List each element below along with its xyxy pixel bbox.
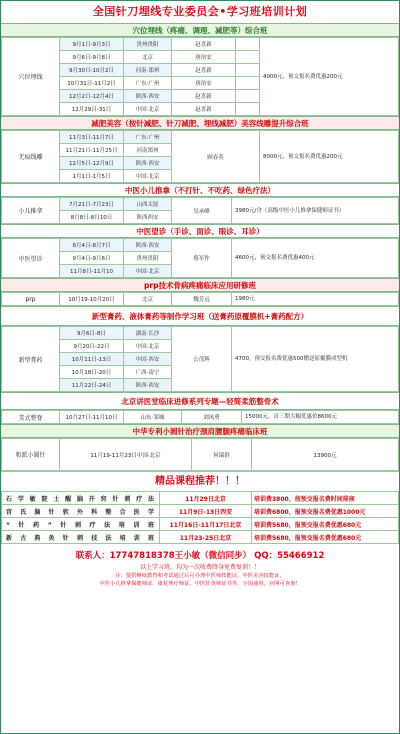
course-teacher: 魏芳远 (172, 293, 232, 306)
course-date: 1月1日-1月5日 (60, 170, 124, 183)
course-city: 广东·广州 (124, 131, 172, 144)
course-label: 美式整脊 (2, 411, 60, 424)
course-date: 12月29日-31日 (60, 103, 124, 116)
course-date: 10月11日-13日 (60, 353, 124, 366)
course-date: 9月4日-9月6日 (60, 252, 124, 265)
course-city: 中国·北京 (124, 265, 172, 278)
course-teacher: 刘凤勇 (182, 411, 242, 424)
course-date: 11月22日-24日 (60, 379, 124, 392)
course-city: 中国·西安 (124, 353, 172, 366)
certificate-note: 注：提供继续教育和考试通过后可办理中医师技能证，中医美容技能证， (115, 573, 285, 579)
course-fee-note: 13900元 (252, 439, 399, 471)
course-date: 9月30日-10月2日 (60, 64, 124, 77)
course-teacher: 唐治安 (172, 77, 236, 90)
table-row (2, 198, 399, 211)
course-city: 中国·北京 (124, 170, 172, 183)
table-row (2, 505, 399, 518)
section-title-tcm-inspection: 中医望诊（手诊、面诊、眼诊、耳诊） (1, 224, 399, 238)
course-date: 7月21日-7月23日 (60, 198, 124, 211)
course-fee-note: 4700，预交报名费优惠500赠送原覆膜成型机 (232, 327, 399, 392)
course-date: 8月4日-8月7日 (60, 239, 124, 252)
course-city: 陕西·西安 (124, 157, 172, 170)
course-city: 中国·北京 (124, 103, 172, 116)
course-city: 湖南·长沙 (124, 327, 172, 340)
course-teacher: 赵喜新 (172, 64, 236, 77)
recommend-course-fee: 培训费3800，按预交报名费时间排座 (252, 492, 399, 505)
page-title: 全国针刀埋线专业委员会•学习班培训计划 (92, 5, 308, 18)
course-teacher: 赵喜新 (172, 103, 236, 116)
course-teacher: 公茂辉 (172, 327, 232, 392)
recommend-course-fee: 培训费5680，报预交报名费优惠680元 (252, 531, 399, 544)
course-fee-note: 8000元，预交报名费优惠200元 (260, 131, 399, 183)
course-city: 山东·邹城 (124, 411, 182, 424)
course-teacher: 吴承峰 (172, 198, 232, 224)
course-label: 中医望诊 (2, 239, 60, 278)
course-date: 11月8日-11月10 (60, 265, 124, 278)
section-title-plaster: 新型膏药、液体膏药等制作学习班（送膏药原覆膜机+膏药配方） (1, 306, 399, 326)
contact-line: 联系人：17747818378王小敏（微信同步） QQ：55466912 (75, 551, 325, 561)
course-date: 10月27日-11月10日 (60, 411, 124, 424)
course-city: 河南·郑州 (124, 64, 172, 77)
course-city: 河南郑州 (124, 144, 172, 157)
course-label: 无痕线雕 (2, 131, 60, 183)
table-row (2, 38, 399, 51)
course-label: 和派小圆针 (2, 439, 60, 471)
course-label: 小儿推拿 (2, 198, 60, 224)
table-weight-loss-beauty (1, 130, 399, 183)
certificate-note-2: 中医小儿推拿保健师证、康复理疗师证、中医针灸师证书等，全国通用，官网可查询！ (99, 581, 301, 587)
table-pediatric-massage (1, 197, 399, 224)
table-row (2, 131, 399, 144)
table-row (2, 293, 399, 306)
course-label: 穴位埋线 (2, 38, 60, 116)
table-chiropractic (1, 410, 399, 424)
course-date: 8月8日-8月10日 (60, 211, 124, 224)
course-city: 北京 (124, 51, 172, 64)
recommend-course-date: 11月23-25日北京 (160, 531, 252, 544)
course-label: prp (2, 293, 60, 306)
recommend-course-fee: 培训费5680，报预交报名费优惠680元 (252, 518, 399, 531)
table-tcm-inspection (1, 238, 399, 278)
course-teacher: 何瑞群 (192, 439, 252, 471)
course-city: 广东·广州 (124, 77, 172, 90)
recommend-course-date: 11月29日北京 (160, 492, 252, 505)
table-small-round-needle (1, 438, 399, 471)
table-row (2, 327, 399, 340)
course-city: 山西太原 (124, 198, 172, 211)
course-date: 9月6日-9月8日 (60, 51, 124, 64)
recommend-course-name: 宫氏脑针软外科整合医学 (2, 505, 160, 518)
table-row (2, 531, 399, 544)
section-title-chiropractic: 北京讲医堂临床进修系列专题—轻简柔筋整骨术 (1, 392, 399, 410)
course-fee-note: 4000元，预交报名费优惠200元 (260, 38, 399, 116)
course-date: 9月1日-9月3日 (60, 38, 124, 51)
course-date: 11月3日-11月7日 (60, 131, 124, 144)
course-city: 广西·南宁 (124, 366, 172, 379)
table-prp (1, 292, 399, 306)
course-city: 陕西·西安 (124, 239, 172, 252)
recommend-title: 精品课程推荐！！！ (1, 471, 399, 491)
course-fee-note: 1980元 (232, 293, 399, 306)
table-plaster (1, 326, 399, 392)
course-teacher: 唐治安 (172, 51, 236, 64)
table-recommend (1, 491, 399, 544)
table-row (2, 439, 399, 471)
recommend-course-name: 石学敏院士醒脑开窍针刺疗法 (2, 492, 160, 505)
course-city: 陕西西安 (124, 211, 172, 224)
recommend-course-name: “针药”针刺疗法培训班 (2, 518, 160, 531)
course-date: 12月5日-12月9日 (60, 157, 124, 170)
table-row (2, 492, 399, 505)
course-teacher: 顾春英 (172, 131, 260, 183)
recommend-course-fee: 培训费6800，报预交报名费优惠1000元 (252, 505, 399, 518)
course-label: 新型膏药 (2, 327, 60, 392)
section-title-weight-loss-beauty: 减肥美容（按针减肥、针刀减肥、埋线减肥）美容线雕提升综合班 (1, 116, 399, 130)
course-fee-note: 15000元，首三期大幅优惠价8600元 (242, 411, 399, 424)
course-city: 贵州贵阳 (124, 252, 172, 265)
recommend-course-date: 11月16日-11月17日北京 (160, 518, 252, 531)
section-title-small-round-needle: 中华专利小圆针治疗颈肩腰腿疼痛临床班 (1, 424, 399, 438)
course-date: 10月19-10月20日 (60, 293, 124, 306)
table-acupoint-catgut (1, 37, 399, 116)
course-city: 陕西·西安 (124, 90, 172, 103)
table-row (2, 411, 399, 424)
section-title-pediatric-massage: 中医小儿推拿（不打针、不吃药、绿色疗法） (1, 183, 399, 197)
course-date: 11月21日-11月25日 (60, 144, 124, 157)
recommend-course-name: 新古典灸针刺技法培训班 (2, 531, 160, 544)
course-date: 10月18日-20日 (60, 366, 124, 379)
course-city: 陕西·西安 (124, 379, 172, 392)
table-row (2, 239, 399, 252)
course-date: 12月2日-12月4日 (60, 90, 124, 103)
course-date: 9月20日-22日 (60, 340, 124, 353)
section-title-acupoint-catgut: 穴位埋线（疼痛、调理、减肥等）综合班 (1, 23, 399, 37)
recommend-course-date: 11月9日-13日西安 (160, 505, 252, 518)
course-fee-note: 3980元/含（高级中医小儿推拿保健师证书） (232, 198, 399, 224)
table-row (2, 518, 399, 531)
course-fee-note: 4600元，预交报名费优惠400元 (232, 239, 399, 278)
course-date: 11月19-11月23日中国·北京 (60, 439, 192, 471)
section-title-prp: prp技术骨病疼痛临床应用研修班 (1, 278, 399, 292)
contact-block (1, 544, 399, 588)
course-teacher: 赵喜新 (172, 38, 236, 51)
course-city: 中国·北京 (124, 340, 172, 353)
retrain-note: 以上学习班，均为一次收费终身免费复训！！ (139, 564, 260, 571)
course-city: 贵州贵阳 (124, 38, 172, 51)
course-teacher: 赵喜新 (172, 90, 236, 103)
course-date: 10月31日-11月2日 (60, 77, 124, 90)
course-city: 北京 (124, 293, 172, 306)
course-teacher: 蔡军作 (172, 239, 232, 278)
course-date: 9月6日-8日 (60, 327, 124, 340)
